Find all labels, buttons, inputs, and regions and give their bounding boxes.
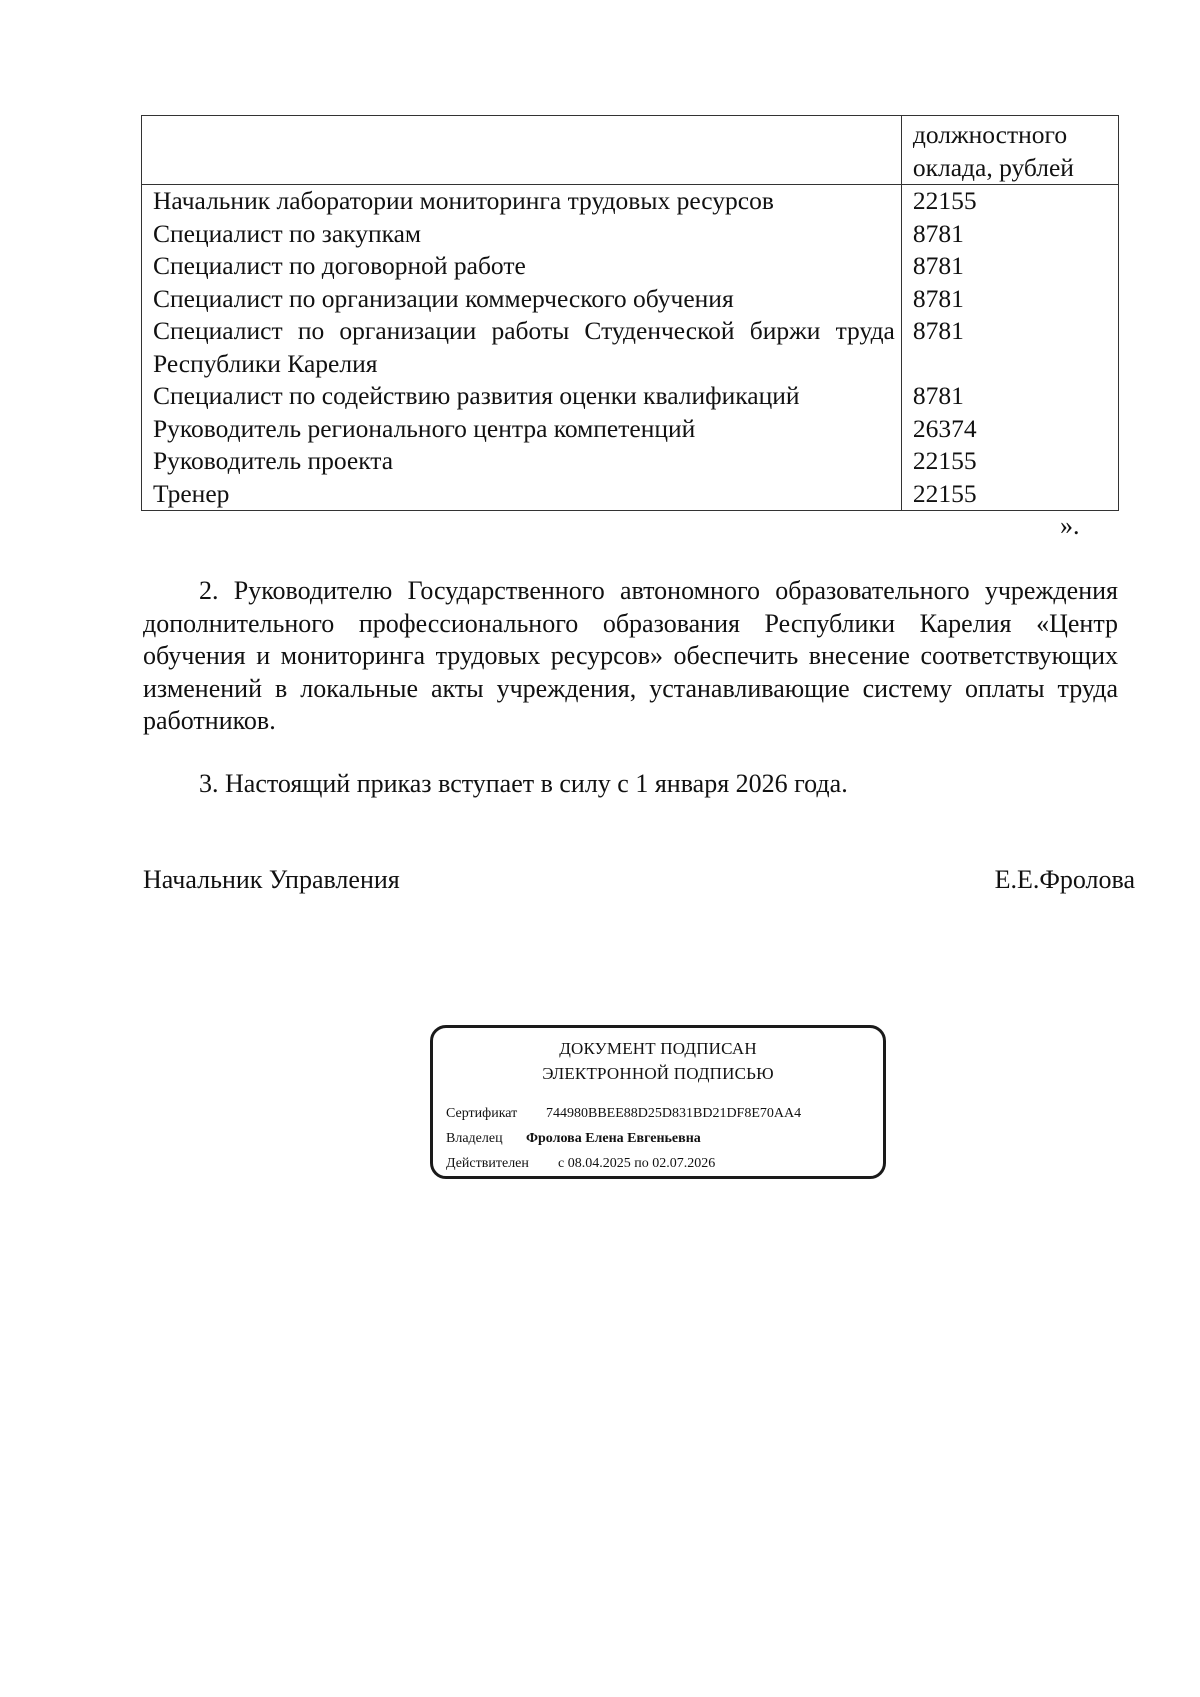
header-salary-line2: оклада, рублей (912, 152, 1074, 182)
position-cell: Руководитель проекта (142, 445, 902, 478)
position-cell: Специалист по закупкам (142, 218, 902, 251)
position-cell: Специалист по организации коммерческого обучения (142, 283, 902, 316)
position-cell: Руководитель регионального центра компетенций (142, 413, 902, 446)
salary-cell: 22155 (901, 185, 1118, 218)
paragraph-2: 2. Руководителю Государственного автономного образовательного учреждения дополнительного профессионального образования Республики Карелия «Центр обучения и мониторинга трудовых ресурсов» обеспечить внесение соответствующих изменений в локальные акты учреждения, устанавливающие систему оплаты труда работников. (143, 576, 1118, 736)
table-row (142, 315, 1119, 380)
salary-cell: 8781 (901, 218, 1118, 251)
salary-cell: 26374 (901, 413, 1118, 446)
salary-cell: 22155 (901, 445, 1118, 478)
stamp-heading-line1: ДОКУМЕНТ ПОДПИСАН (559, 1039, 757, 1058)
salary-table (141, 115, 1119, 511)
certificate-label: Сертификат (446, 1106, 518, 1121)
header-salary-line1: должностного (912, 120, 1068, 149)
table-row (142, 218, 1119, 251)
certificate-value: 744980BBEE88D25D831BD21DF8E70AA4 (546, 1106, 802, 1121)
table-row (142, 380, 1119, 413)
table-header-row (142, 116, 1119, 185)
table-row (142, 445, 1119, 478)
salary-cell: 8781 (901, 283, 1118, 316)
table-row (142, 413, 1119, 446)
position-cell: Специалист по организации работы Студенческой биржи труда Республики Карелия (142, 315, 902, 380)
position-cell: Тренер (142, 478, 902, 511)
table-row (142, 283, 1119, 316)
stamp-heading (433, 1036, 883, 1086)
owner-value: Фролова Елена Евгеньевна (526, 1131, 701, 1146)
validity-value: с 08.04.2025 по 02.07.2026 (558, 1156, 716, 1171)
salary-cell: 8781 (901, 250, 1118, 283)
table-row (142, 185, 1119, 218)
electronic-signature-stamp (430, 1025, 886, 1179)
paragraph-3: 3. Настоящий приказ вступает в силу с 1 января 2026 года. (199, 769, 848, 798)
position-cell: Специалист по договорной работе (142, 250, 902, 283)
stamp-certificate-row (446, 1106, 802, 1122)
signatory-name: Е.Е.Фролова (994, 865, 1135, 894)
table-header-salary (901, 116, 1118, 185)
position-cell: Начальник лаборатории мониторинга трудовых ресурсов (142, 185, 902, 218)
position-cell: Специалист по содействию развития оценки квалификаций (142, 380, 902, 413)
signatory-title: Начальник Управления (143, 865, 400, 894)
closing-quote: ». (1060, 511, 1080, 540)
table-header-position (142, 116, 902, 185)
table-row (142, 478, 1119, 511)
stamp-heading-line2: ЭЛЕКТРОННОЙ ПОДПИСЬЮ (542, 1064, 774, 1083)
table-row (142, 250, 1119, 283)
salary-cell: 8781 (901, 315, 1118, 380)
salary-cell: 22155 (901, 478, 1118, 511)
stamp-validity-row (446, 1156, 716, 1172)
salary-cell: 8781 (901, 380, 1118, 413)
validity-label: Действителен (446, 1156, 529, 1171)
stamp-owner-row (446, 1131, 701, 1147)
owner-label: Владелец (446, 1131, 503, 1146)
